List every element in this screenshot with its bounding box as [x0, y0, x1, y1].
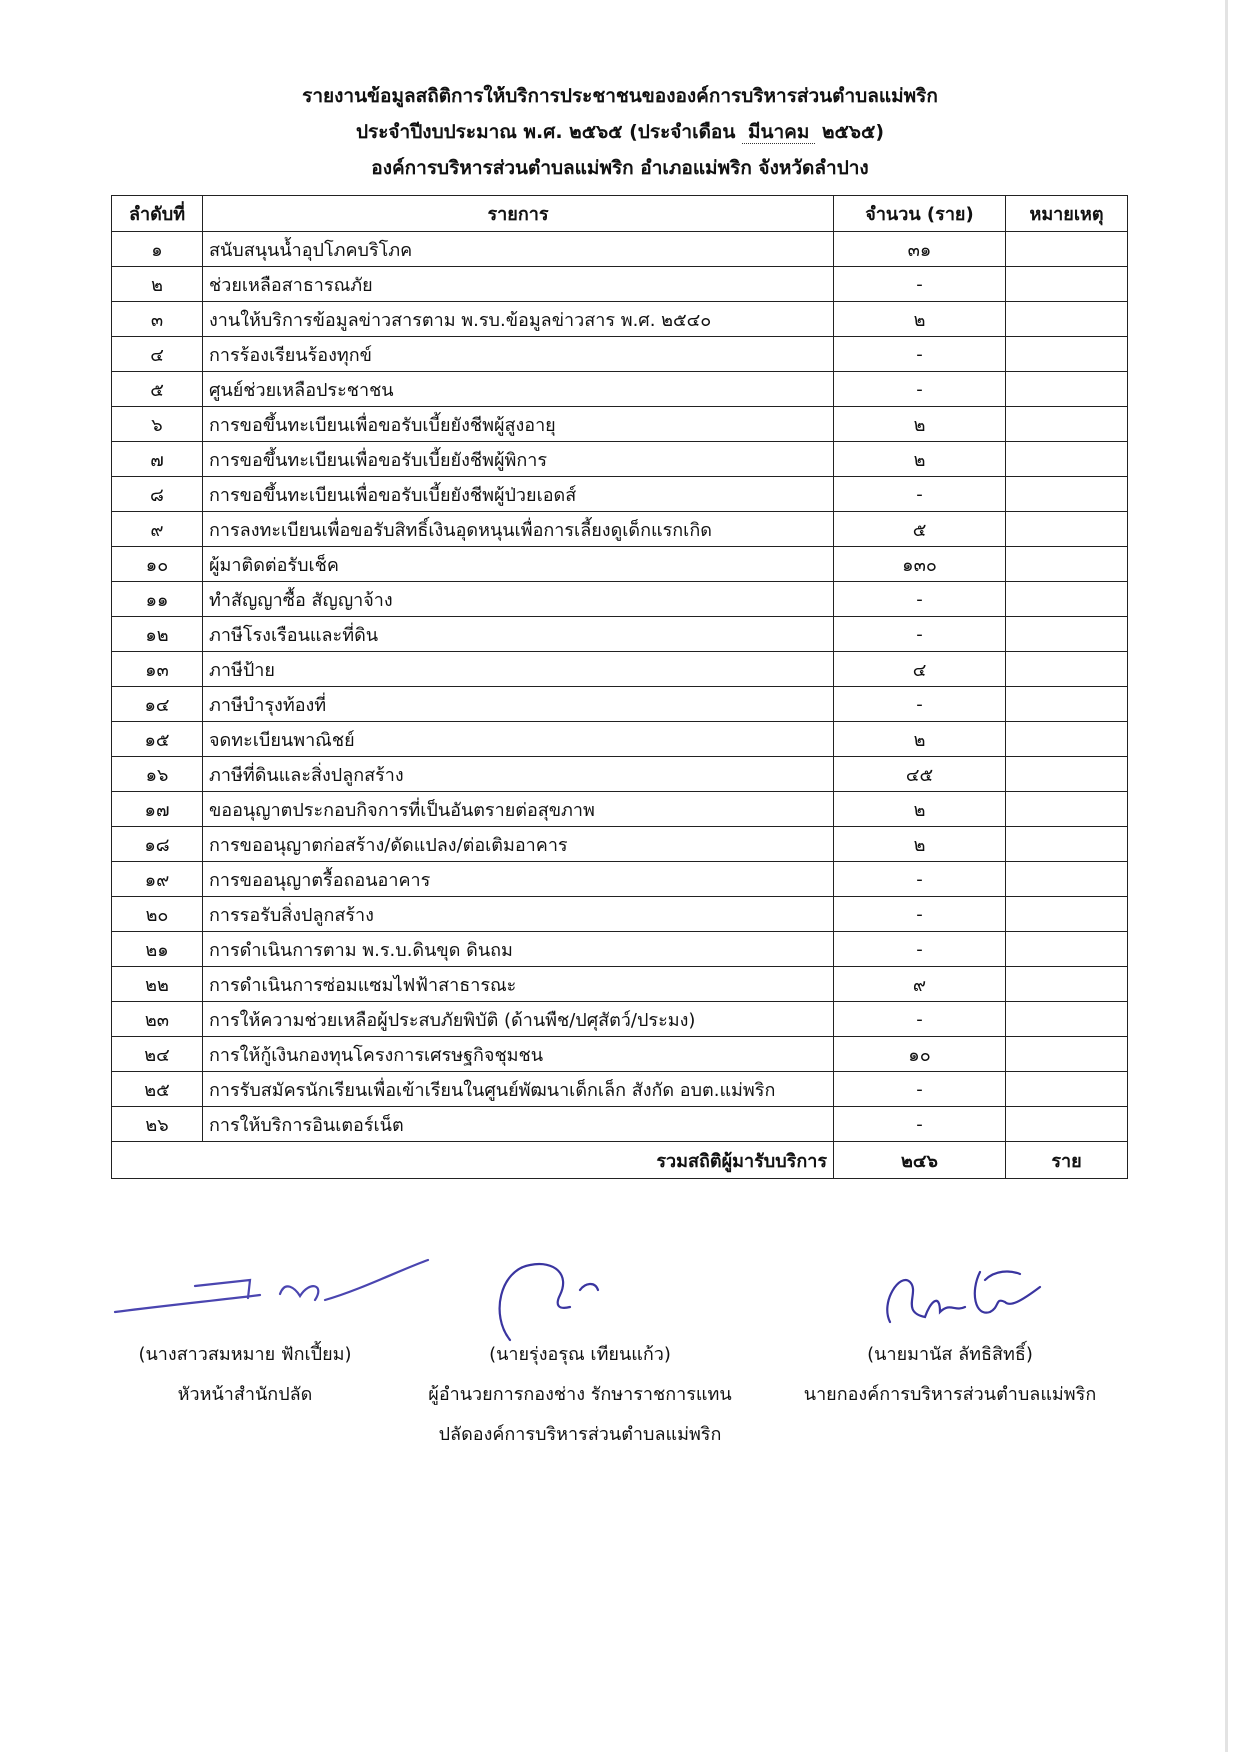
signer-position: หัวหน้าสำนักปลัด	[177, 1384, 313, 1405]
signature-block-1	[100, 1255, 390, 1415]
signer-position: นายกองค์การบริหารส่วนตำบลแม่พริก	[803, 1384, 1097, 1405]
row-count: -	[834, 897, 1006, 932]
row-item: การดำเนินการซ่อมแซมไฟฟ้าสาธารณะ	[203, 967, 834, 1002]
row-note	[1006, 967, 1128, 1002]
row-note	[1006, 547, 1128, 582]
row-number: ๑๗	[112, 792, 203, 827]
row-note	[1006, 1037, 1128, 1072]
row-count: -	[834, 1107, 1006, 1142]
table-row	[112, 372, 1128, 407]
row-count: ๑๐	[834, 1037, 1006, 1072]
row-count: -	[834, 1002, 1006, 1037]
row-note	[1006, 1107, 1128, 1142]
row-item: การขอขึ้นทะเบียนเพื่อขอรับเบี้ยยังชีพผู้พิการ	[203, 442, 834, 477]
row-number: ๑๕	[112, 722, 203, 757]
row-item: การให้ความช่วยเหลือผู้ประสบภัยพิบัติ (ด้านพืช/ปศุสัตว์/ประมง)	[203, 1002, 834, 1037]
total-row	[112, 1142, 1128, 1179]
signature-block-3	[780, 1255, 1120, 1415]
row-item: การขออนุญาตก่อสร้าง/ดัดแปลง/ต่อเติมอาคาร	[203, 827, 834, 862]
row-count: -	[834, 477, 1006, 512]
row-note	[1006, 792, 1128, 827]
row-count: ๒	[834, 827, 1006, 862]
row-count: -	[834, 687, 1006, 722]
table-row	[112, 1107, 1128, 1142]
signer-position: ปลัดองค์การบริหารส่วนตำบลแม่พริก	[438, 1424, 722, 1445]
table-row	[112, 1002, 1128, 1037]
row-note	[1006, 652, 1128, 687]
row-item: จดทะเบียนพาณิชย์	[203, 722, 834, 757]
row-number: ๑๑	[112, 582, 203, 617]
row-note	[1006, 372, 1128, 407]
row-item: การดำเนินการตาม พ.ร.บ.ดินขุด ดินถม	[203, 932, 834, 967]
table-header-row	[112, 196, 1128, 232]
row-note	[1006, 1072, 1128, 1107]
table-row	[112, 477, 1128, 512]
row-item: การขออนุญาตรื้อถอนอาคาร	[203, 862, 834, 897]
table-row	[112, 407, 1128, 442]
row-note	[1006, 582, 1128, 617]
header-note: หมายเหตุ	[1006, 196, 1128, 232]
row-number: ๓	[112, 302, 203, 337]
row-count: -	[834, 372, 1006, 407]
table-row	[112, 267, 1128, 302]
row-item: สนับสนุนน้ำอุปโภคบริโภค	[203, 232, 834, 267]
row-note	[1006, 932, 1128, 967]
row-note	[1006, 512, 1128, 547]
table-row	[112, 302, 1128, 337]
table-row	[112, 967, 1128, 1002]
row-number: ๑๐	[112, 547, 203, 582]
table-row	[112, 897, 1128, 932]
row-number: ๒	[112, 267, 203, 302]
report-year: ๒๕๖๕)	[822, 121, 885, 143]
row-count: -	[834, 267, 1006, 302]
table-row	[112, 442, 1128, 477]
table-row	[112, 792, 1128, 827]
table-row	[112, 652, 1128, 687]
row-note	[1006, 827, 1128, 862]
row-item: การขอขึ้นทะเบียนเพื่อขอรับเบี้ยยังชีพผู้สูงอายุ	[203, 407, 834, 442]
row-item: การให้กู้เงินกองทุนโครงการเศรษฐกิจชุมชน	[203, 1037, 834, 1072]
row-number: ๑๒	[112, 617, 203, 652]
row-number: ๑๓	[112, 652, 203, 687]
row-item: ภาษีป้าย	[203, 652, 834, 687]
table-row	[112, 512, 1128, 547]
row-item: ภาษีที่ดินและสิ่งปลูกสร้าง	[203, 757, 834, 792]
report-period	[0, 114, 1240, 150]
table-row	[112, 1037, 1128, 1072]
row-count: -	[834, 617, 1006, 652]
row-item: ขออนุญาตประกอบกิจการที่เป็นอันตรายต่อสุขภาพ	[203, 792, 834, 827]
row-note	[1006, 477, 1128, 512]
row-count: ๒	[834, 792, 1006, 827]
table-row	[112, 687, 1128, 722]
row-item: ผู้มาติดต่อรับเช็ค	[203, 547, 834, 582]
row-item: งานให้บริการข้อมูลข่าวสารตาม พ.รบ.ข้อมูลข่าวสาร พ.ศ. ๒๕๔๐	[203, 302, 834, 337]
row-count: ๒	[834, 442, 1006, 477]
row-note	[1006, 617, 1128, 652]
signer-name: (นางสาวสมหมาย ฟักเปี้ยม)	[138, 1344, 352, 1365]
row-item: ภาษีบำรุงท้องที่	[203, 687, 834, 722]
table-row	[112, 547, 1128, 582]
row-number: ๒๓	[112, 1002, 203, 1037]
row-note	[1006, 337, 1128, 372]
row-note	[1006, 267, 1128, 302]
row-number: ๔	[112, 337, 203, 372]
header-count: จำนวน (ราย)	[834, 196, 1006, 232]
report-period-prefix: ประจำปีงบประมาณ พ.ศ. ๒๕๖๕ (ประจำเดือน	[355, 121, 736, 143]
signer-name: (นายมานัส ลัทธิสิทธิ์)	[867, 1344, 1033, 1365]
row-count: -	[834, 1072, 1006, 1107]
row-note	[1006, 232, 1128, 267]
row-number: ๖	[112, 407, 203, 442]
row-number: ๕	[112, 372, 203, 407]
row-number: ๒๒	[112, 967, 203, 1002]
row-number: ๑๘	[112, 827, 203, 862]
row-count: -	[834, 337, 1006, 372]
table-body	[112, 232, 1128, 1142]
row-number: ๗	[112, 442, 203, 477]
row-count: ๙	[834, 967, 1006, 1002]
row-item: การรับสมัครนักเรียนเพื่อเข้าเรียนในศูนย์พัฒนาเด็กเล็ก สังกัด อบต.แม่พริก	[203, 1072, 834, 1107]
row-note	[1006, 1002, 1128, 1037]
report-organization: องค์การบริหารส่วนตำบลแม่พริก อำเภอแม่พริก จังหวัดลำปาง	[371, 157, 869, 179]
row-count: ๒	[834, 722, 1006, 757]
table-row	[112, 617, 1128, 652]
header-item: รายการ	[203, 196, 834, 232]
row-number: ๑๖	[112, 757, 203, 792]
row-count: ๔	[834, 652, 1006, 687]
table-row	[112, 827, 1128, 862]
row-note	[1006, 757, 1128, 792]
row-count: ๕	[834, 512, 1006, 547]
table-row	[112, 337, 1128, 372]
page-edge	[1225, 0, 1228, 1752]
row-note	[1006, 442, 1128, 477]
row-note	[1006, 407, 1128, 442]
row-count: ๒	[834, 407, 1006, 442]
row-note	[1006, 687, 1128, 722]
table-row	[112, 862, 1128, 897]
row-item: การรอรับสิ่งปลูกสร้าง	[203, 897, 834, 932]
row-count: ๑๓๐	[834, 547, 1006, 582]
row-number: ๒๐	[112, 897, 203, 932]
table-row	[112, 1072, 1128, 1107]
row-number: ๑	[112, 232, 203, 267]
row-item: ช่วยเหลือสาธารณภัย	[203, 267, 834, 302]
row-note	[1006, 862, 1128, 897]
row-item: การขอขึ้นทะเบียนเพื่อขอรับเบี้ยยังชีพผู้ป่วยเอดส์	[203, 477, 834, 512]
row-number: ๒๔	[112, 1037, 203, 1072]
row-item: ทำสัญญาซื้อ สัญญาจ้าง	[203, 582, 834, 617]
row-count: -	[834, 582, 1006, 617]
row-number: ๘	[112, 477, 203, 512]
row-note	[1006, 897, 1128, 932]
report-header	[0, 78, 1240, 186]
row-note	[1006, 722, 1128, 757]
row-count: ๓๑	[834, 232, 1006, 267]
total-label: รวมสถิติผู้มารับบริการ	[112, 1142, 834, 1179]
statistics-table	[111, 195, 1128, 1179]
row-number: ๒๖	[112, 1107, 203, 1142]
row-number: ๒๑	[112, 932, 203, 967]
row-item: ภาษีโรงเรือนและที่ดิน	[203, 617, 834, 652]
table-row	[112, 722, 1128, 757]
row-number: ๙	[112, 512, 203, 547]
row-item: ศูนย์ช่วยเหลือประชาชน	[203, 372, 834, 407]
row-count: -	[834, 862, 1006, 897]
table-row	[112, 932, 1128, 967]
row-note	[1006, 302, 1128, 337]
row-number: ๑๙	[112, 862, 203, 897]
row-count: ๒	[834, 302, 1006, 337]
table-row	[112, 582, 1128, 617]
total-unit: ราย	[1006, 1142, 1128, 1179]
table-row	[112, 232, 1128, 267]
row-number: ๑๔	[112, 687, 203, 722]
row-item: การร้องเรียนร้องทุกข์	[203, 337, 834, 372]
report-month: มีนาคม	[742, 121, 815, 144]
table-row	[112, 757, 1128, 792]
row-count: -	[834, 932, 1006, 967]
signer-position: ผู้อำนวยการกองช่าง รักษาราชการแทน	[428, 1384, 732, 1405]
signature-block-2	[390, 1255, 770, 1455]
header-no: ลำดับที่	[112, 196, 203, 232]
row-item: การลงทะเบียนเพื่อขอรับสิทธิ์เงินอุดหนุนเพื่อการเลี้ยงดูเด็กแรกเกิด	[203, 512, 834, 547]
row-number: ๒๕	[112, 1072, 203, 1107]
signer-name: (นายรุ่งอรุณ เทียนแก้ว)	[489, 1344, 671, 1365]
row-item: การให้บริการอินเตอร์เน็ต	[203, 1107, 834, 1142]
report-title: รายงานข้อมูลสถิติการให้บริการประชาชนขององค์การบริหารส่วนตำบลแม่พริก	[302, 85, 938, 107]
row-count: ๔๕	[834, 757, 1006, 792]
total-value: ๒๔๖	[834, 1142, 1006, 1179]
